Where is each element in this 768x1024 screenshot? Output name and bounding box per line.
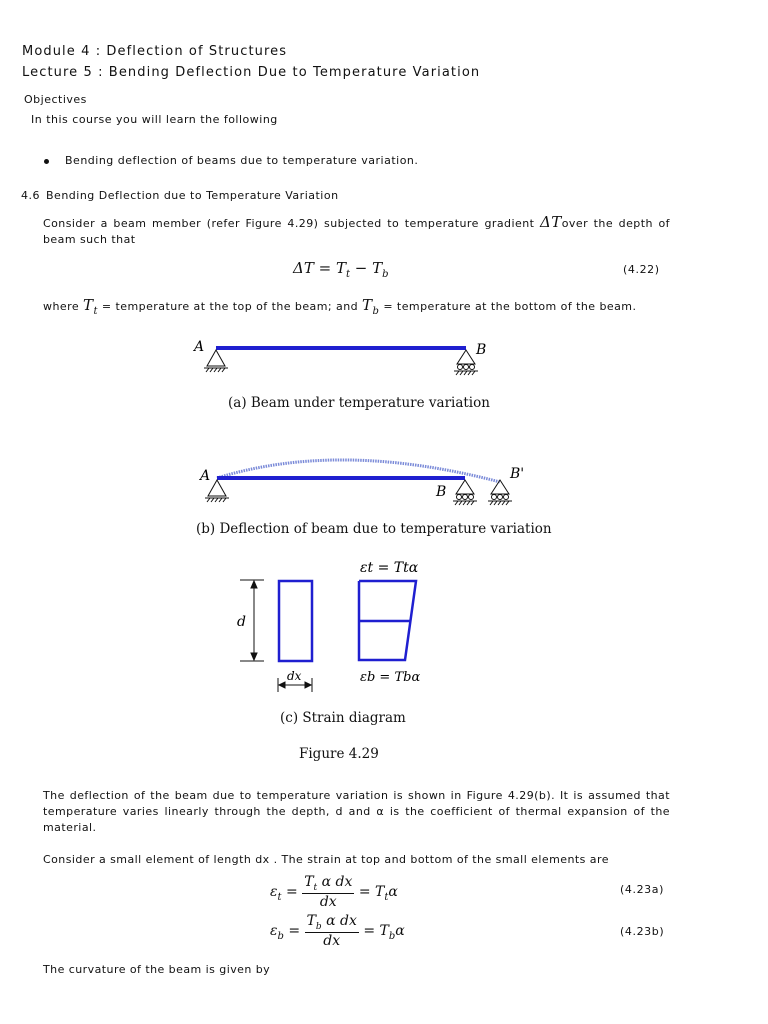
caption-a: (a) Beam under temperature variation [228,395,490,411]
objectives-intro: In this course you will learn the following [31,113,278,126]
section-title: Bending Deflection due to Temperature Variation [46,189,339,202]
equation-4-23a: $\varepsilon_t$ = $\frac{T_t \alpha dx}{dx}$ = $T_t\alpha$ [270,874,398,910]
objective-bullet-text: Bending deflection of beams due to temperature variation. [65,154,419,167]
strain-top-label: εt = Ttα [360,560,419,576]
label-d: d [237,614,246,630]
label-dx: dx [287,669,302,683]
section-heading [21,189,339,202]
lecture-title: Lecture 5 : Bending Deflection Due to Temperature Variation [22,65,481,80]
label-b-prime: B' [510,466,525,482]
paragraph-curvature: The curvature of the beam is given by [43,963,271,976]
equation-number-4-23b: (4.23b) [620,925,665,938]
pin-support-a [204,350,228,372]
strain-bottom-label: εb = Tbα [360,670,421,685]
label-b: B [476,342,487,358]
figure-b-deflection [190,452,530,520]
paragraph-intro: Consider a beam member (refer Figure 4.29) subjected to temperature gradient ΔTover the depth of beam such that [43,213,670,246]
bullet-icon [44,159,49,164]
label-a: A [194,339,205,355]
equation-4-23b: $\varepsilon_b$ = $\frac{T_b \alpha dx}{dx}$ = $T_b\alpha$ [270,913,405,949]
section-number: 4.6 [21,189,40,202]
equation-4-22: $\Delta T = T_t - T_b$ [293,259,389,280]
paragraph-small-element: Consider a small element of length dx . The strain at top and bottom of the small elements are [43,853,609,866]
caption-c: (c) Strain diagram [280,710,406,726]
equation-number-4-23a: (4.23a) [620,883,665,896]
beam [217,476,465,480]
where-line: where $T_t$ = temperature at the top of the beam; and $T_b$ = temperature at the bottom of the beam. [43,296,637,317]
roller-support-b [454,350,478,375]
figure-title: Figure 4.29 [299,746,379,762]
element-rectangle [279,581,312,661]
caption-b: (b) Deflection of beam due to temperature variation [196,521,552,537]
module-title: Module 4 : Deflection of Structures [22,44,288,59]
strain-shape [359,581,416,660]
figure-a-beam [180,335,500,395]
equation-number-4-22: (4.22) [623,263,660,276]
roller-support-b-prime [488,480,512,505]
paragraph-deflection: The deflection of the beam due to temperature variation is shown in Figure 4.29(b). It is assumed that temperature varies linearly through the depth, d and α is the coefficient of thermal expansion of the material. [43,789,670,834]
delta-t-symbol: ΔT [540,213,562,231]
label-a: A [200,468,211,484]
beam [216,346,466,350]
figure-c-strain-diagram [230,555,430,700]
label-b: B [436,484,447,500]
objective-bullet-item [44,154,418,167]
objectives-heading: Objectives [24,93,87,106]
roller-support-b [453,480,477,505]
